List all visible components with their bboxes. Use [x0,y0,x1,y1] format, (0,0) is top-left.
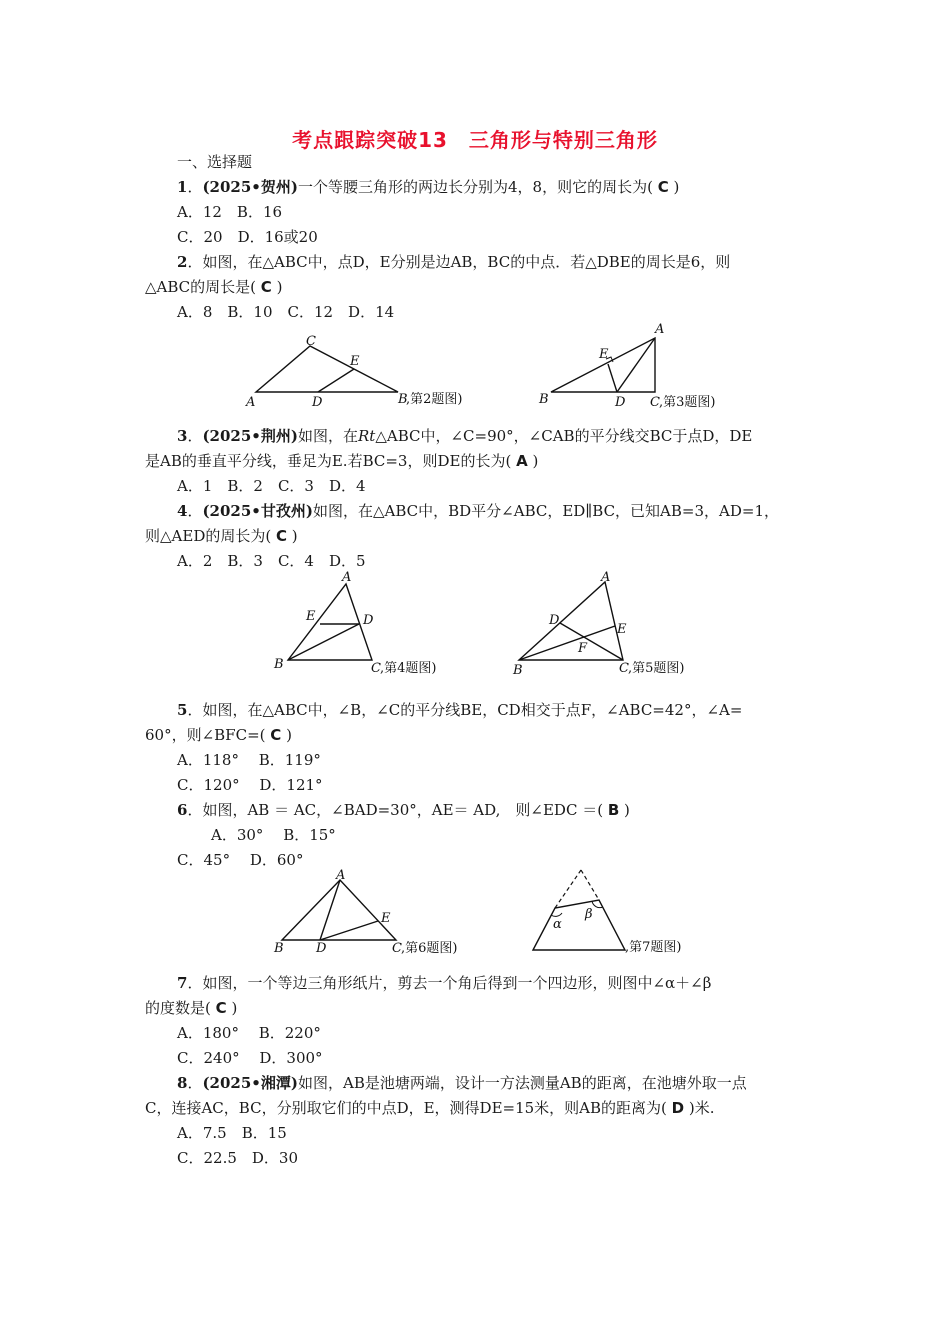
label-c: C [619,661,629,676]
question-5: 5．如图，在△ABC中，∠B，∠C的平分线BE，CD相交于点F，∠ABC=42°，∠A= [177,701,743,719]
label-a: A [246,395,256,410]
question-number: 6 [177,801,188,819]
question-text-cont [145,725,292,745]
figure-caption: ,第7题图) [625,940,682,955]
question-number: 4 [177,502,188,520]
question-text-italic: Rt [358,427,376,445]
label-d: D [316,941,327,956]
label-alpha: α [553,917,562,932]
option-row: C．20 D．16或20 [177,228,318,246]
option-row: C．45° D．60° [177,851,304,869]
question-text: 如图，在△ABC中，BD平分∠ABC，ED∥BC，已知AB=3，AD=1， [312,502,779,520]
question-source: (2025•湘潭) [202,1074,298,1092]
label-c: C [650,395,660,410]
figure-7 [525,862,745,962]
cut-dashed-left [555,870,581,908]
question-number: 2 [177,253,188,271]
segment-be [519,626,615,660]
label-a: A [601,570,611,585]
question-text: 如图，AB是池塘两端，设计一方法测量AB的距离，在池塘外取一点 [297,1074,747,1092]
question-text: 如图，在 [297,427,358,445]
question-text-cont [145,1098,715,1118]
question-text: 一个等腰三角形的两边长分别为4，8，则它的周长为( [297,178,653,196]
option-row: A．30° B．15° [211,826,336,844]
question-text-cont [145,998,237,1018]
question-number: 5 [177,701,188,719]
question-number: 3 [177,427,188,445]
segment-ad [320,880,340,940]
question-number: 1 [177,178,188,196]
label-e: E [306,609,316,624]
bracket-close: ) [624,801,630,819]
label-e: E [350,354,360,369]
bracket-close: ) [231,999,238,1017]
answer: C [275,527,287,545]
question-text-cont [145,451,538,471]
label-c: C [392,941,402,956]
label-a: A [336,868,346,883]
answer: C [270,726,282,744]
question-text: 如图，AB ＝ AC，∠BAD=30°，AE＝ AD, 则∠EDC ＝( [202,801,604,819]
question-text-cont [145,526,298,546]
label-d: D [312,395,323,410]
question-6: 6．如图，AB ＝ AC，∠BAD=30°，AE＝ AD, 则∠EDC ＝( B ) [177,801,630,819]
figure-caption: ,第2题图) [406,392,463,407]
triangle-abc [282,880,396,940]
answer: C [657,178,669,196]
question-text-cont [145,277,282,297]
question-1: 1．(2025•贺州)一个等腰三角形的两边长分别为4，8，则它的周长为( C ) [177,178,680,196]
option-row: A．1 B．2 C．3 D．4 [177,477,366,495]
question-source: (2025•荆州) [202,427,298,445]
question-text: 60°，则∠BFC=( [145,726,266,744]
option-row: C．240° D．300° [177,1049,323,1067]
question-text: 如图，在△ABC中，∠B，∠C的平分线BE，CD相交于点F，∠ABC=42°，∠A= [202,701,743,719]
question-text: △ABC的周长是( [145,278,256,296]
figure-5 [505,568,745,678]
figure-3 [535,320,775,410]
figure-caption: ,第3题图) [659,395,716,410]
question-number: 7 [177,974,188,992]
question-text: △ABC中，∠C=90°，∠CAB的平分线交BC于点D，DE [375,427,753,445]
question-number: 8 [177,1074,188,1092]
label-a: A [655,322,665,337]
figure-caption: ,第6题图) [401,941,458,956]
option-row: A．12 B．16 [177,203,283,221]
bracket-close: ) [286,726,292,744]
question-text: 是AB的垂直平分线，垂足为E.若BC=3，则DE的长为( [145,452,512,470]
question-text: C，连接AC，BC，分别取它们的中点D，E，测得DE=15米，则AB的距离为( [145,1099,667,1117]
question-source: (2025•甘孜州) [202,502,313,520]
question-3: 3．(2025•荆州)如图，在Rt△ABC中，∠C=90°，∠CAB的平分线交BC于点D，DE [177,427,753,445]
label-d: D [549,613,560,628]
segment-bd [288,624,359,660]
label-e: E [381,911,391,926]
bracket-close: )米. [688,1099,715,1117]
figure-6 [268,868,508,968]
segment-de [318,369,354,392]
label-beta: β [585,907,593,922]
label-d: D [363,613,374,628]
label-b: B [513,663,523,678]
option-row: A．118° B．119° [177,751,321,769]
answer: A [516,452,528,470]
answer: C [215,999,227,1017]
question-8: 8．(2025•湘潭)如图，AB是池塘两端，设计一方法测量AB的距离，在池塘外取一点 [177,1074,747,1092]
label-b: B [539,392,549,407]
answer: B [607,801,620,819]
label-d: D [615,395,626,410]
label-e: E [599,347,609,362]
question-7: 7．如图，一个等边三角形纸片，剪去一个角后得到一个四边形，则图中∠α＋∠β [177,974,712,992]
quadrilateral [533,900,625,950]
question-text: 如图，在△ABC中，点D，E分别是边AB，BC的中点．若△DBE的周长是6，则 [202,253,731,271]
answer: C [260,278,272,296]
option-row: A．2 B．3 C．4 D．5 [177,552,366,570]
bracket-close: ) [276,278,283,296]
label-b: B [398,392,408,407]
segment-de [320,921,378,940]
option-row: A．8 B．10 C．12 D．14 [177,303,395,321]
cut-dashed-right [581,870,599,900]
option-row: A．7.5 B．15 [177,1124,287,1142]
option-row: A．180° B．220° [177,1024,321,1042]
question-4: 4．(2025•甘孜州)如图，在△ABC中，BD平分∠ABC，ED∥BC，已知AB=3，AD=1， [177,502,779,520]
figure-caption: ,第5题图) [628,661,685,676]
bracket-close: ) [291,527,298,545]
option-row: C．120° D．121° [177,776,323,794]
option-row: C．22.5 D．30 [177,1149,298,1167]
triangle-abc [256,346,398,392]
question-text: 的度数是( [145,999,211,1017]
question-text: 则△AED的周长为( [145,527,272,545]
figure-4 [270,568,490,678]
label-b: B [274,941,284,956]
label-c: C [371,661,381,676]
label-e: E [617,622,627,637]
triangle-abc [519,582,623,660]
page-title: 考点跟踪突破13 三角形与特别三角形 [292,128,658,152]
bracket-close: ) [673,178,680,196]
triangle-abc [288,584,372,660]
label-c: C [306,334,316,349]
answer: D [671,1099,685,1117]
label-f: F [578,641,588,656]
segment-ad [617,338,655,392]
figure-2 [240,332,540,412]
bracket-close: ) [532,452,539,470]
question-text: 如图，一个等边三角形纸片，剪去一个角后得到一个四边形，则图中∠α＋∠β [202,974,712,992]
question-source: (2025•贺州) [202,178,298,196]
label-a: A [342,570,352,585]
label-b: B [274,657,284,672]
figure-caption: ,第4题图) [380,661,437,676]
segment-de [608,364,617,392]
question-2: 2．如图，在△ABC中，点D，E分别是边AB，BC的中点．若△DBE的周长是6，则 [177,253,731,271]
section-heading: 一、选择题 [177,153,253,171]
